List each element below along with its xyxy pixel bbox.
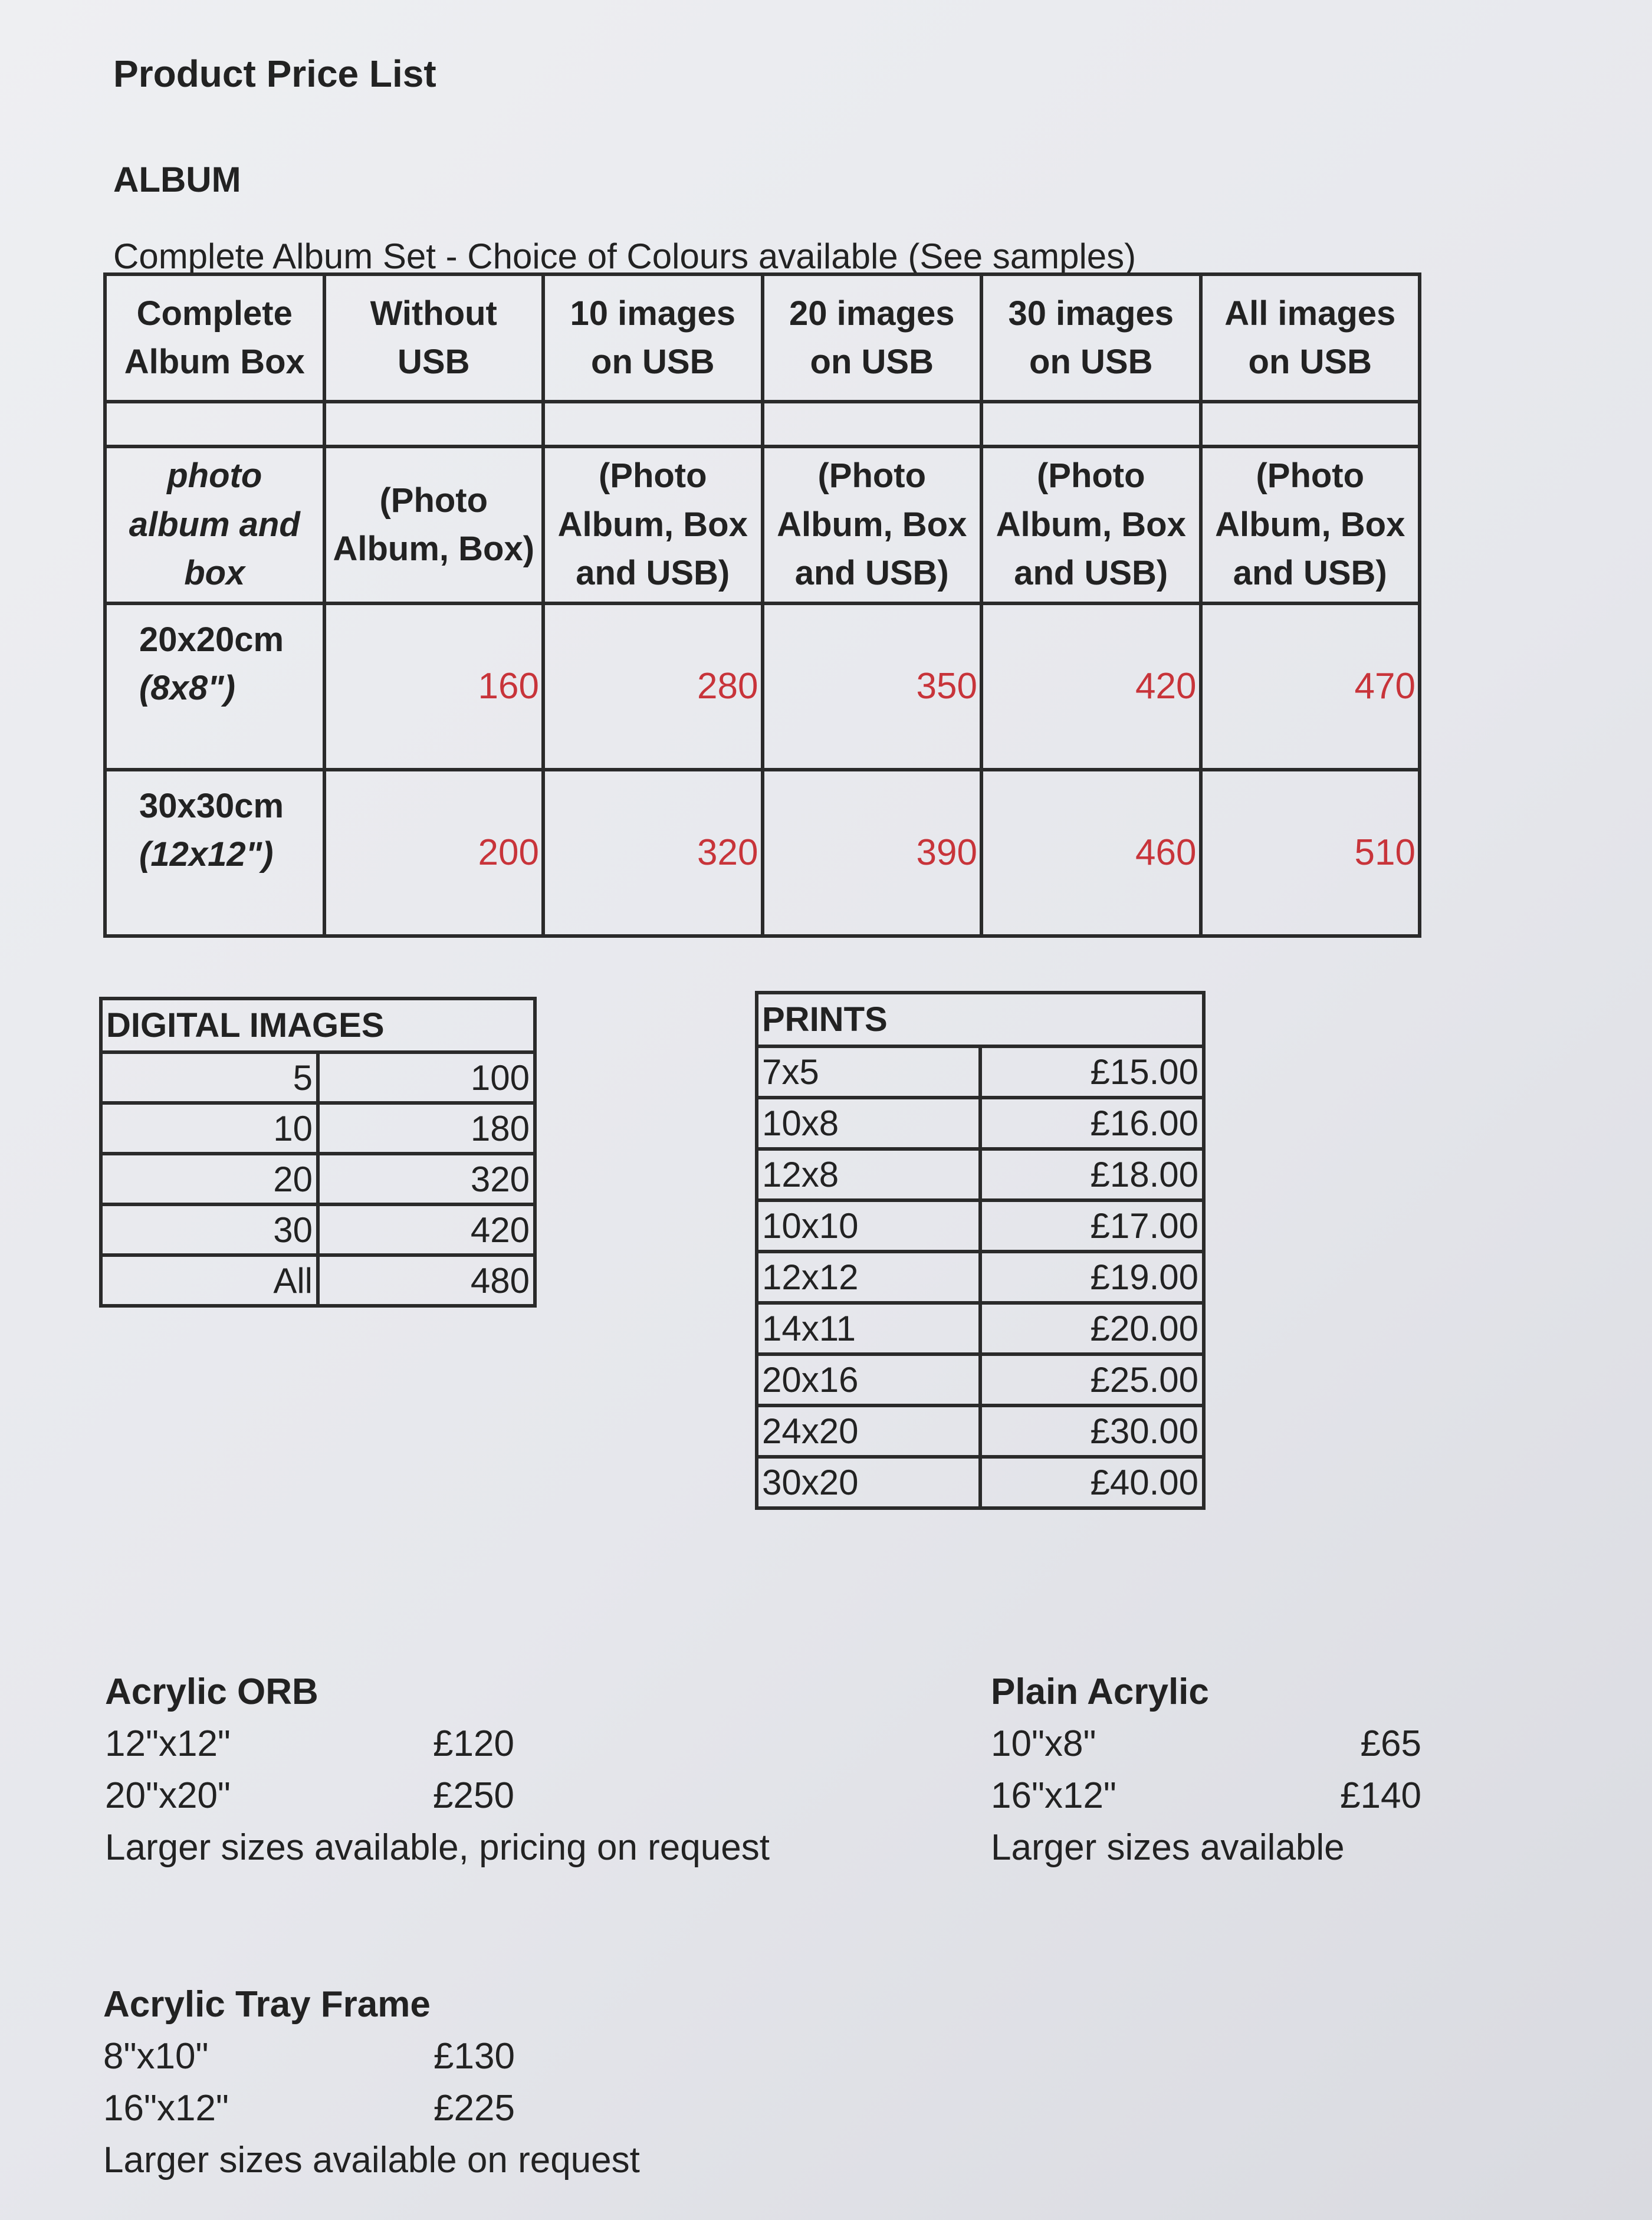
table-row [101,1204,535,1255]
empty-cell [763,402,982,446]
digital-price: 420 [318,1204,535,1255]
table-row [757,1046,1204,1098]
list-item [103,2083,811,2134]
album-subheader-cell: (Photo Album, Box and USB) [763,446,982,603]
print-price: £17.00 [980,1200,1204,1252]
table-row [757,1354,1204,1405]
print-size: 14x11 [757,1303,980,1354]
album-header-row [105,274,1420,402]
album-price-cell: 390 [763,770,982,936]
print-size: 10x8 [757,1098,980,1149]
empty-cell [105,402,324,446]
digital-count: 30 [101,1204,318,1255]
acrylic-tray-note: Larger sizes available on request [103,2140,640,2180]
album-price-cell: 200 [324,770,544,936]
album-caption: Complete Album Set - Choice of Colours available (See samples) [113,237,1137,276]
album-subheader-cell: (Photo Album, Box and USB) [1201,446,1420,603]
list-item [105,1718,872,1770]
print-price: £15.00 [980,1046,1204,1098]
album-header-cell: All images on USB [1201,274,1420,402]
album-price-cell: 320 [543,770,763,936]
print-price: £30.00 [980,1405,1204,1457]
album-row-30x30 [105,770,1420,936]
digital-price: 180 [318,1103,535,1154]
table-row [101,1255,535,1306]
print-size: 10x10 [757,1200,980,1252]
print-price: £25.00 [980,1354,1204,1405]
item-price: £225 [433,2088,515,2129]
digital-price: 100 [318,1052,535,1103]
digital-images-table [99,997,537,1308]
album-subheader-cell: (Photo Album, Box and USB) [981,446,1201,603]
empty-cell [981,402,1201,446]
digital-count: All [101,1255,318,1306]
digital-title-row [101,999,535,1052]
digital-count: 20 [101,1154,318,1204]
album-subheader-cell: (Photo Album, Box and USB) [543,446,763,603]
album-header-cell: Complete Album Box [105,274,324,402]
print-price: £40.00 [980,1457,1204,1508]
album-price-cell: 510 [1201,770,1420,936]
album-empty-row [105,402,1420,446]
digital-count: 5 [101,1052,318,1103]
print-size: 24x20 [757,1405,980,1457]
plain-acrylic-title: Plain Acrylic [991,1671,1209,1712]
album-price-cell: 470 [1201,603,1420,770]
print-size: 7x5 [757,1046,980,1098]
album-row-20x20 [105,603,1420,770]
digital-images-title: DIGITAL IMAGES [101,999,535,1052]
print-price: £16.00 [980,1098,1204,1149]
prints-title-row [757,993,1204,1046]
album-subheader-cell: photo album and box [105,446,324,603]
print-size: 12x12 [757,1252,980,1303]
album-header-cell: 30 images on USB [981,274,1201,402]
item-size: 20"x20" [105,1775,231,1816]
print-price: £18.00 [980,1149,1204,1200]
table-row [101,1154,535,1204]
empty-cell [543,402,763,446]
album-price-table [103,272,1421,938]
item-size: 10"x8" [991,1723,1096,1764]
plain-acrylic-section [991,1666,1421,1874]
plain-acrylic-note: Larger sizes available [991,1827,1345,1868]
table-row [101,1052,535,1103]
print-size: 20x16 [757,1354,980,1405]
album-subheader-cell: (Photo Album, Box) [324,446,544,603]
item-size: 16"x12" [991,1775,1116,1816]
album-price-cell: 350 [763,603,982,770]
album-subheader-row [105,446,1420,603]
print-size: 12x8 [757,1149,980,1200]
digital-price: 320 [318,1154,535,1204]
list-item [105,1770,872,1822]
item-price: £120 [433,1723,514,1764]
list-item [991,1770,1421,1822]
acrylic-orb-title: Acrylic ORB [105,1671,318,1712]
album-price-cell: 160 [324,603,544,770]
digital-price: 480 [318,1255,535,1306]
album-size-cell: 20x20cm (8x8") [105,603,324,770]
album-price-cell: 280 [543,603,763,770]
acrylic-orb-note: Larger sizes available, pricing on request [105,1827,770,1868]
table-row [757,1200,1204,1252]
table-row [757,1457,1204,1508]
print-price: £19.00 [980,1252,1204,1303]
prints-title: PRINTS [757,993,1204,1046]
item-price: £65 [1360,1723,1421,1764]
album-price-cell: 420 [981,603,1201,770]
table-row [757,1405,1204,1457]
item-size: 8"x10" [103,2036,209,2077]
prints-table [755,991,1206,1510]
table-row [757,1252,1204,1303]
acrylic-tray-title: Acrylic Tray Frame [103,1984,431,2025]
album-section-heading: ALBUM [113,160,241,199]
page-title: Product Price List [113,52,436,95]
empty-cell [1201,402,1420,446]
item-size: 12"x12" [105,1723,231,1764]
album-size-cell: 30x30cm (12x12") [105,770,324,936]
table-row [101,1103,535,1154]
table-row [757,1149,1204,1200]
empty-cell [324,402,544,446]
print-price: £20.00 [980,1303,1204,1354]
album-header-cell: Without USB [324,274,544,402]
album-price-cell: 460 [981,770,1201,936]
table-row [757,1303,1204,1354]
acrylic-orb-section [105,1666,872,1874]
item-price: £250 [433,1775,514,1816]
acrylic-tray-section [103,1979,811,2186]
list-item [103,2031,811,2083]
table-row [757,1098,1204,1149]
item-price: £140 [1340,1775,1421,1816]
print-size: 30x20 [757,1457,980,1508]
item-price: £130 [433,2036,515,2077]
item-size: 16"x12" [103,2088,229,2129]
list-item [991,1718,1421,1770]
album-header-cell: 10 images on USB [543,274,763,402]
digital-count: 10 [101,1103,318,1154]
album-header-cell: 20 images on USB [763,274,982,402]
